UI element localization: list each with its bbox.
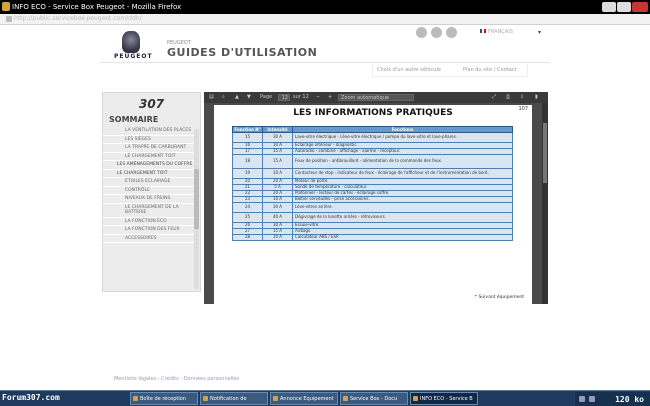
- fuse-amperage: 10 A: [263, 143, 293, 149]
- window-controls: [602, 2, 648, 12]
- fuse-number: 23: [233, 197, 263, 203]
- taskbar-button[interactable]: Service Box - Docu: [340, 392, 408, 405]
- taskbar-button[interactable]: Boîte de réception: [130, 392, 198, 405]
- window-title: INFO ECO - Service Box Peugeot - Mozilla Firefox: [12, 3, 182, 11]
- fuse-function: Boîtier servitudes - prise accessoires.: [293, 197, 513, 203]
- fuse-amperage: 30 A: [263, 223, 293, 229]
- volume-icon[interactable]: [589, 396, 595, 402]
- previous-page-icon[interactable]: ▲: [235, 94, 239, 100]
- header-icons: [416, 27, 457, 38]
- sitemap-link[interactable]: Plan du site / Contact: [463, 67, 517, 73]
- fuse-amperage: 30 A: [263, 203, 293, 213]
- fuse-number: 18: [233, 155, 263, 169]
- zoom-in-icon[interactable]: +: [328, 94, 333, 100]
- fuse-number: 27: [233, 229, 263, 235]
- pdf-page-number: 107: [518, 106, 528, 112]
- fuse-function: Feux de position - antibrouillard - alimentation de la commande des feux.: [293, 155, 513, 169]
- page-number-input[interactable]: 12: [278, 94, 290, 101]
- table-row: [233, 133, 513, 143]
- fuse-amperage: 15 A: [263, 155, 293, 169]
- fuse-number: 17: [233, 149, 263, 155]
- browser-navigation-bar: [0, 14, 650, 25]
- window-title-bar: [0, 0, 650, 14]
- print-icon[interactable]: ⎙: [506, 94, 511, 100]
- toc-item[interactable]: CONTRÔLE: [103, 187, 195, 196]
- fuse-amperage: 30 A: [263, 133, 293, 143]
- fuse-function: Autoradio - combiné - affichage - alarme - récepteur.: [293, 149, 513, 155]
- fuse-function: Contacteur de stop - indicateur de feux - éclairage de l'afficheur et de l'instrumentation de bord.: [293, 169, 513, 179]
- page-title: GUIDES D'UTILISATION: [167, 46, 318, 59]
- toc-item[interactable]: LES AMÉNAGEMENTS DU COFFRE: [103, 161, 195, 170]
- pdf-title: LES INFORMATIONS PRATIQUES: [293, 108, 453, 118]
- sidebar-toggle-icon[interactable]: ▤: [209, 94, 214, 100]
- tray-clock: 120 ko: [615, 395, 644, 404]
- zoom-out-icon[interactable]: −: [316, 94, 321, 100]
- fuse-amperage: 40 A: [263, 213, 293, 223]
- wireless-icon[interactable]: [431, 27, 442, 38]
- fuse-number: 15: [233, 133, 263, 143]
- site-header: [100, 25, 550, 63]
- fuse-amperage: 10 A: [263, 235, 293, 241]
- sidebar: [102, 92, 201, 292]
- sub-navigation: [372, 64, 528, 77]
- table-row: [233, 169, 513, 179]
- taskbar-button[interactable]: Notification de: [200, 392, 268, 405]
- toc-item[interactable]: LE CHARGEMENT TOIT: [103, 153, 195, 162]
- page-label: Page: [260, 94, 273, 100]
- web-page: [0, 25, 650, 390]
- system-tray: [575, 392, 650, 406]
- language-selector[interactable]: [480, 29, 513, 35]
- toc-item[interactable]: LES SIÈGES: [103, 136, 195, 145]
- header-subtitle: PEUGEOT: [167, 40, 191, 46]
- pdf-viewer: [204, 92, 548, 304]
- column-header: Fonctions: [293, 127, 513, 133]
- toc-item[interactable]: LA FONCTION ÉCO: [103, 218, 195, 227]
- fuse-amperage: 5 A: [263, 185, 293, 191]
- table-row: [233, 235, 513, 241]
- scrollbar-thumb[interactable]: [194, 169, 199, 229]
- download-icon[interactable]: ⇩: [520, 94, 525, 100]
- toc-item[interactable]: ACCESSOIRES: [103, 235, 195, 244]
- scrollbar-thumb[interactable]: [543, 123, 547, 183]
- table-of-contents: [103, 127, 195, 243]
- fuse-amperage: 15 A: [263, 229, 293, 235]
- table-row: [233, 213, 513, 223]
- change-vehicle-link[interactable]: Choix d'un autre véhicule: [377, 67, 441, 73]
- sidebar-scrollbar[interactable]: [194, 129, 199, 289]
- fuse-amperage: 15 A: [263, 149, 293, 155]
- phone-icon[interactable]: [416, 27, 427, 38]
- minimize-button[interactable]: [602, 2, 616, 12]
- network-icon[interactable]: [579, 396, 585, 402]
- toc-item[interactable]: LE CHARGEMENT DE LA BATTERIE: [103, 204, 195, 218]
- firefox-icon: [2, 2, 10, 11]
- fuse-number: 22: [233, 191, 263, 197]
- fuse-amperage: 20 A: [263, 191, 293, 197]
- taskbar-label: Forum307.com: [2, 393, 60, 402]
- fuse-amperage: 10 A: [263, 169, 293, 179]
- page-total: sur 12: [293, 94, 309, 100]
- fuse-number: 24: [233, 203, 263, 213]
- fuse-number: 25: [233, 213, 263, 223]
- pdf-footnote: * Suivant équipement: [474, 295, 524, 300]
- next-page-icon[interactable]: ▼: [247, 94, 251, 100]
- fuse-number: 26: [233, 223, 263, 229]
- info-icon[interactable]: [446, 27, 457, 38]
- taskbar: [0, 390, 650, 406]
- pdf-toolbar: [204, 92, 548, 103]
- taskbar-button[interactable]: INFO ECO - Service B: [410, 392, 478, 405]
- toc-item[interactable]: LE CHARGEMENT TOIT: [103, 170, 195, 179]
- fuse-function: Sonde de température - calculateur.: [293, 185, 513, 191]
- fuse-function: Lave-vitre électrique - Lève-vitre électrique / pompe du lave-vitre et lave-phares.: [293, 133, 513, 143]
- toc-item[interactable]: ÉTOILES ÉCLAIRAGE: [103, 178, 195, 187]
- fuse-function: Dégivrage de la lunette arrière - rétroviseurs.: [293, 213, 513, 223]
- fuse-function: Lève-vitres arrière.: [293, 203, 513, 213]
- footer-links[interactable]: Mentions légales - Crédits - Données personnelles: [114, 376, 240, 382]
- table-row: [233, 155, 513, 169]
- bookmark-icon[interactable]: ▮: [535, 94, 538, 100]
- fuse-function: Plafonnier - lecteur de cartes - éclairage coffre.: [293, 191, 513, 197]
- search-icon[interactable]: ⌕: [222, 94, 225, 100]
- fuse-number: 21: [233, 185, 263, 191]
- column-header: Fonction N°: [234, 127, 261, 132]
- fuse-function: Airbags.: [293, 229, 513, 235]
- peugeot-lion-logo[interactable]: [122, 31, 140, 53]
- taskbar-button[interactable]: Annonce Equipement: [270, 392, 338, 405]
- address-bar[interactable]: http://public.servicebox.peugeot.com/ddb/: [14, 15, 142, 22]
- fuse-number: 28: [233, 235, 263, 241]
- fuse-function: Calculateur ABS / ESP.: [293, 235, 513, 241]
- flag-icon: [480, 29, 486, 33]
- close-button[interactable]: [632, 2, 648, 12]
- fuse-number: 20: [233, 179, 263, 185]
- fuse-table: [232, 126, 513, 241]
- pdf-page: [214, 105, 532, 304]
- toc-item[interactable]: NIVEAUX DE FREINS: [103, 195, 195, 204]
- sidebar-heading: SOMMAIRE: [109, 115, 159, 124]
- fuse-amperage: 20 A: [263, 179, 293, 185]
- fuse-number: 16: [233, 143, 263, 149]
- language-label: FRANÇAIS: [488, 29, 513, 35]
- column-header: Intensité: [263, 127, 293, 133]
- toc-item[interactable]: LA VENTILATION DES PLACES: [103, 127, 195, 136]
- zoom-select[interactable]: Zoom automatique: [338, 94, 414, 101]
- brand-name: PEUGEOT: [114, 53, 153, 60]
- model-name: 307: [138, 97, 165, 111]
- fuse-function: Essuie-vitre.: [293, 223, 513, 229]
- fuse-function: Éclairage intérieur - diagnostic.: [293, 143, 513, 149]
- fuse-number: 19: [233, 169, 263, 179]
- fullscreen-icon[interactable]: ⤢: [492, 94, 497, 100]
- fuse-amperage: 10 A: [263, 197, 293, 203]
- pdf-scrollbar[interactable]: [542, 103, 548, 304]
- table-row: [233, 203, 513, 213]
- toc-item[interactable]: LA FONCTION DES FEUX: [103, 226, 195, 235]
- fuse-function: Moteur de porte.: [293, 179, 513, 185]
- toc-item[interactable]: LA TRAPPE DE CARBURANT: [103, 144, 195, 153]
- chevron-down-icon[interactable]: ▾: [538, 29, 542, 36]
- maximize-button[interactable]: [617, 2, 631, 12]
